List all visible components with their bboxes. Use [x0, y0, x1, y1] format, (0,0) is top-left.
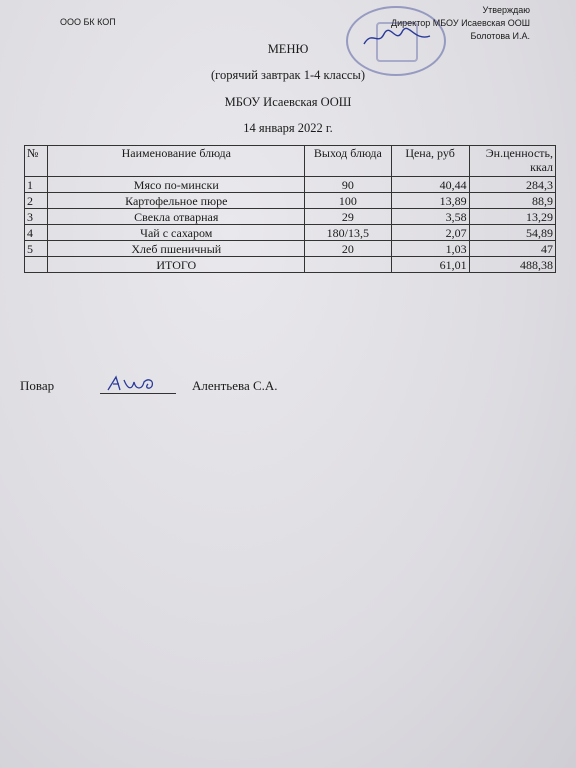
cell-portion: 180/13,5 — [305, 225, 391, 241]
cell-dish: Мясо по-мински — [48, 177, 305, 193]
total-energy: 488,38 — [469, 257, 555, 273]
cell-portion: 20 — [305, 241, 391, 257]
table-row — [25, 241, 556, 257]
header-energy: Эн.ценность, ккал — [469, 146, 555, 177]
cell-number: 3 — [25, 209, 48, 225]
table-header-row — [25, 146, 556, 177]
cell-price: 40,44 — [391, 177, 469, 193]
cell-portion: 90 — [305, 177, 391, 193]
cell-dish: Картофельное пюре — [48, 193, 305, 209]
cell-portion: 100 — [305, 193, 391, 209]
header-portion: Выход блюда — [305, 146, 391, 177]
cell-portion — [305, 257, 391, 273]
cell-energy: 88,9 — [469, 193, 555, 209]
approval-name: Болотова И.А. — [470, 31, 530, 41]
table-row — [25, 177, 556, 193]
approval-title: Утверждаю — [482, 5, 530, 15]
cell-number: 2 — [25, 193, 48, 209]
cell-number — [25, 257, 48, 273]
table-row — [25, 209, 556, 225]
table-row — [25, 193, 556, 209]
cell-price: 1,03 — [391, 241, 469, 257]
header-price: Цена, руб — [391, 146, 469, 177]
cell-number: 4 — [25, 225, 48, 241]
menu-table — [24, 145, 556, 273]
menu-date: 14 января 2022 г. — [243, 121, 333, 135]
cell-dish: Чай с сахаром — [48, 225, 305, 241]
cook-signature — [104, 374, 164, 394]
cell-number: 1 — [25, 177, 48, 193]
cell-energy: 284,3 — [469, 177, 555, 193]
approval-position: Директор МБОУ Исаевская ООШ — [391, 18, 530, 28]
cell-dish: Свекла отварная — [48, 209, 305, 225]
header-number: № — [25, 146, 48, 177]
cook-name: Алентьева С.А. — [192, 378, 278, 393]
cell-price: 13,89 — [391, 193, 469, 209]
cell-number: 5 — [25, 241, 48, 257]
header-dish: Наименование блюда — [48, 146, 305, 177]
cook-label: Повар — [20, 378, 55, 393]
school-name: МБОУ Исаевская ООШ — [224, 95, 352, 109]
cell-dish: Хлеб пшеничный — [48, 241, 305, 257]
doc-subtitle: (горячий завтрак 1-4 классы) — [210, 68, 365, 82]
organization-name: ООО БК КОП — [60, 17, 116, 27]
cell-price: 3,58 — [391, 209, 469, 225]
cell-energy: 13,29 — [469, 209, 555, 225]
cell-price: 2,07 — [391, 225, 469, 241]
cell-energy: 47 — [469, 241, 555, 257]
cell-energy: 54,89 — [469, 225, 555, 241]
table-total-row — [25, 257, 556, 273]
doc-title: МЕНЮ — [267, 42, 309, 56]
approval-block — [391, 4, 530, 43]
total-price: 61,01 — [391, 257, 469, 273]
cell-portion: 29 — [305, 209, 391, 225]
table-row — [25, 225, 556, 241]
total-label: ИТОГО — [48, 257, 305, 273]
